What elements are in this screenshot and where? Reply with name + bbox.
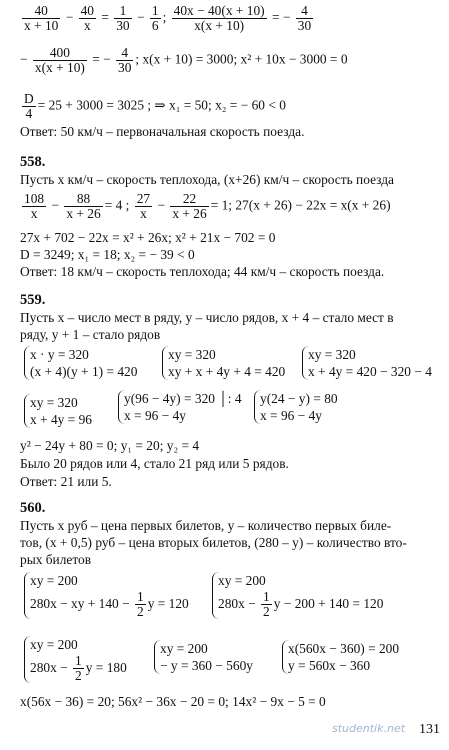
system-a: xy = 200 280x − xy + 140 − $\frac{1}{2}$ y = 120 <box>24 572 189 619</box>
discriminant-line: $\frac{D}{4}$ = 25 + 3000 = 3025 ; ⇒ x₁ = 50; x₂ = − 60 < 0 <box>24 91 286 121</box>
p559-line2: ряду, y + 1 – стало рядов <box>20 327 161 342</box>
p559-line1: Пусть x – число мест в ряду, y – число рядов, x + 4 – стало мест в <box>20 310 394 325</box>
p560-line3: рых билетов <box>20 552 92 567</box>
p558-equation: $\frac{108}{x}$ − $\frac{88}{x + 26}$ = 4 ; $\frac{27}{x}$ − $\frac{22}{x + 26}$ = 1; 27(x + 26) − 22x = x(x + 26) <box>24 191 391 221</box>
system-d: xy = 200 − y = 360 − 560y <box>154 640 253 674</box>
system-2: xy = 320 xy + x + 4y + 4 = 420 <box>162 346 285 380</box>
system-6: y(24 − y) = 80 x = 96 − 4y <box>254 390 338 424</box>
system-3: xy = 320 x + 4y = 420 − 320 − 4 <box>302 346 432 380</box>
p558-line4: D = 3249; x₁ = 18; x₂ = − 39 < 0 <box>20 247 195 262</box>
watermark: studentik.net <box>332 722 406 735</box>
system-5: y(96 − 4y) = 320 │: 4 x = 96 − 4y <box>118 390 242 424</box>
problem-number-558: 558. <box>20 154 46 170</box>
p558-statement: Пусть x км/ч – скорость теплохода, (x+26) км/ч – скорость поезда <box>20 172 394 187</box>
p559-line5: y² − 24y + 80 = 0; y₁ = 20; y₂ = 4 <box>20 438 200 453</box>
answer-559: Ответ: 21 или 5. <box>20 474 112 489</box>
answer-557: Ответ: 50 км/ч – первоначальная скорость поезда. <box>20 124 305 139</box>
p560-last-line: x(56x − 36) = 20; 56x² − 36x − 20 = 0; 14x² − 9x − 5 = 0 <box>20 694 326 709</box>
system-c: xy = 200 280x − $\frac{1}{2}$ y = 180 <box>24 636 127 683</box>
system-4: xy = 320 x + 4y = 96 <box>24 394 92 428</box>
p560-line2: тов, (x + 0,5) руб – цена вторых билетов, (280 – y) – количество вто- <box>20 535 407 550</box>
p559-line6: Было 20 рядов или 4, стало 21 ряд или 5 рядов. <box>20 456 289 471</box>
system-1: x · y = 320 (x + 4)(y + 1) = 420 <box>24 346 137 380</box>
page-number: 131 <box>419 722 440 737</box>
answer-558: Ответ: 18 км/ч – скорость теплохода; 44 км/ч – скорость поезда. <box>20 264 385 279</box>
p560-line1: Пусть x руб – цена первых билетов, y – количество первых биле- <box>20 518 392 533</box>
problem-number-559: 559. <box>20 292 46 308</box>
equation-line-1: $\frac{40}{x + 10}$ − $\frac{40}{x}$ = $\frac{1}{30}$ − $\frac{1}{6}$ ; $\frac{40x - 40(x + 10)}{x(x + 10)}$ = − $\frac{4}{30}$ <box>24 3 312 33</box>
problem-number-560: 560. <box>20 500 46 516</box>
system-b: xy = 200 280x − $\frac{1}{2}$ y − 200 + 140 = 120 <box>212 572 383 619</box>
system-e: x(560x − 360) = 200 y = 560x − 360 <box>282 640 399 674</box>
equation-line-2: − $\frac{400}{x(x + 10)}$ = − $\frac{4}{30}$ ; x(x + 10) = 3000; x² + 10x − 3000 = 0 <box>20 45 348 75</box>
p558-line3: 27x + 702 − 22x = x² + 26x; x² + 21x − 702 = 0 <box>20 230 276 245</box>
